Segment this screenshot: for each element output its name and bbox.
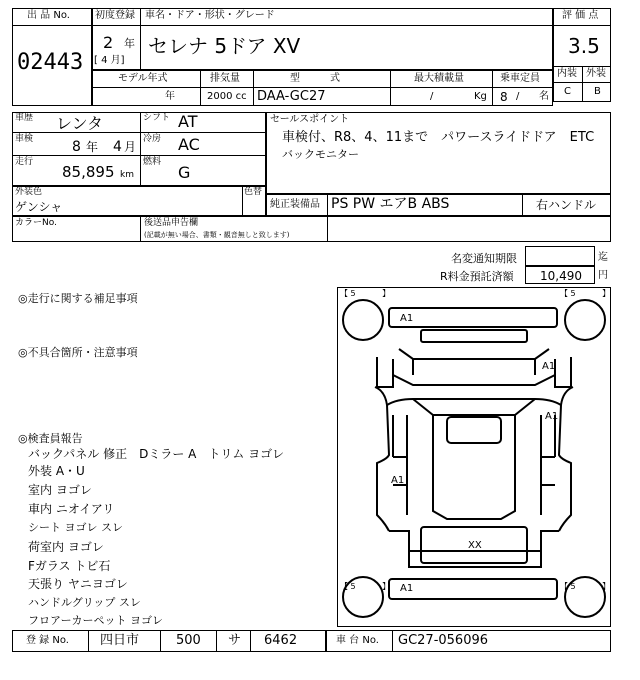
fuel-value: G — [178, 163, 191, 182]
inspection-year: 8 — [72, 139, 81, 155]
interior-label: 内装 — [557, 68, 577, 79]
car-name: セレナ 5ドア XV — [148, 34, 301, 58]
chassis-label: 車 台 No. — [336, 635, 379, 646]
exterior-label: 外装 — [586, 68, 606, 79]
inspector-note-10: フロアーカーペット ヨゴレ — [28, 614, 163, 627]
shift-value: AT — [178, 112, 198, 131]
inspector-note-5: シート ヨゴレ スレ — [28, 521, 123, 534]
first-registration-label: 初度登録 — [95, 10, 135, 21]
ac-label: 冷房 — [143, 134, 162, 144]
registration-class: 500 — [176, 633, 201, 648]
car-name-label: 車名・ドア・形状・グレード — [145, 10, 275, 21]
car-outline-drawing — [337, 287, 611, 627]
recycle-unit: 円 — [598, 270, 608, 281]
interior-grade: C — [564, 86, 571, 97]
sales-point-line-1: 車検付、R8、4、11まで パワースライドドア ETC — [282, 130, 595, 145]
inspector-note-4: 車内 ニオイアリ — [28, 502, 115, 516]
mileage-label: 走行 — [15, 157, 34, 167]
history-value: レンタ — [56, 114, 103, 133]
inspector-note-8: 天張り ヤニヨゴレ — [28, 577, 128, 591]
name-change-label: 名変通知期限 — [451, 252, 517, 265]
first-registration-year-unit: 年 — [124, 37, 135, 50]
sales-point-line-2: バックモニター — [282, 148, 359, 161]
inspector-note-6: 荷室内 ヨゴレ — [28, 540, 104, 554]
model-year-label: モデル年式 — [118, 73, 168, 84]
inspector-note-2: 外装 A・U — [28, 464, 85, 478]
damage-rear: XX — [468, 540, 482, 551]
standard-equip-label: 純正装備品 — [270, 199, 320, 210]
damage-left-side: A1 — [391, 475, 405, 486]
driving-notes-label: ◎走行に関する補足事項 — [18, 292, 138, 305]
tire-rear-right: 【 5 】 — [560, 582, 611, 591]
color-no-label: カラーNo. — [15, 218, 57, 228]
capacity-value: 8 — [500, 90, 508, 104]
tire-front-left: 【 5 】 — [340, 289, 391, 298]
tire-rear-left: 【 5 】 — [340, 582, 391, 591]
inspection-label: 車検 — [15, 134, 34, 144]
inspection-month: 4 — [113, 139, 122, 155]
color-no-box — [12, 216, 611, 242]
inspection-year-unit: 年 — [86, 140, 99, 154]
mileage-value: 85,895 — [62, 163, 115, 181]
fuel-label: 燃料 — [143, 157, 162, 167]
inspector-note-3: 室内 ヨゴレ — [28, 483, 92, 497]
recycle-label: R料金預託済額 — [440, 270, 514, 283]
history-label: 車歴 — [15, 113, 34, 123]
steering-value: 右ハンドル — [536, 198, 597, 212]
ac-value: AC — [178, 135, 200, 154]
type-label: 型 式 — [290, 73, 340, 84]
max-load-unit: Kg — [474, 91, 487, 102]
registration-kana: サ — [228, 633, 242, 648]
mileage-unit: km — [120, 170, 134, 180]
docs-label: 後送品申告欄 — [144, 218, 199, 228]
chassis-number: GC27-056096 — [398, 633, 489, 648]
type-value: DAA-GC27 — [257, 89, 326, 104]
damage-right-front-fender: A1 — [542, 361, 556, 372]
ext-color-label: 外装色 — [15, 187, 43, 197]
displacement-label: 排気量 — [210, 73, 240, 84]
sales-point-label: セールスポイント — [270, 114, 350, 125]
registration-label: 登 録 No. — [26, 635, 69, 646]
inspector-report-label: ◎検査員報告 — [18, 432, 83, 445]
damage-front-bumper: A1 — [400, 313, 414, 324]
max-load-sep: / — [430, 91, 434, 102]
registration-area: 四日市 — [100, 633, 140, 648]
shift-label: シフト — [143, 113, 171, 123]
standard-equip-value: PS PW エアB ABS — [331, 196, 450, 212]
first-registration-month: [ 4 月] — [94, 55, 125, 66]
lot-number-label: 出 品 No. — [27, 10, 70, 21]
model-year-unit: 年 — [165, 91, 175, 102]
details-box — [12, 112, 266, 186]
lot-number: 02443 — [17, 50, 84, 75]
first-registration-year: 2 — [103, 33, 114, 52]
ext-color-value: ゲンシャ — [15, 200, 63, 214]
defects-notes-label: ◎不具合箇所・注意事項 — [18, 346, 138, 359]
capacity-unit: 名 — [539, 91, 549, 102]
inspector-note-7: Fガラス トビ石 — [28, 559, 111, 573]
damage-rear-bumper: A1 — [400, 583, 414, 594]
tire-front-right: 【 5 】 — [560, 289, 611, 298]
recycle-value: 10,490 — [540, 269, 582, 283]
exterior-grade: B — [594, 86, 601, 97]
inspector-note-9: ハンドルグリップ スレ — [28, 596, 141, 609]
docs-note: (記載が無い場合、書類・観音無しと致します) — [144, 231, 290, 239]
registration-number: 6462 — [264, 633, 298, 648]
name-change-box — [525, 246, 595, 266]
max-load-label: 最大積載量 — [414, 73, 464, 84]
displacement-value: 2000 cc — [207, 91, 247, 102]
capacity-label: 乗車定員 — [500, 73, 540, 84]
inspector-note-1: バックパネル 修正 Dミラー A トリム ヨゴレ — [28, 447, 285, 461]
capacity-sep: / — [516, 91, 520, 102]
name-change-unit: 迄 — [598, 252, 608, 263]
score-label: 評 価 点 — [562, 10, 599, 21]
color-change-label: 色替 — [244, 187, 263, 197]
score-value: 3.5 — [568, 34, 600, 58]
inspection-month-unit: 月 — [124, 140, 137, 154]
damage-right-door: A1 — [545, 411, 559, 422]
